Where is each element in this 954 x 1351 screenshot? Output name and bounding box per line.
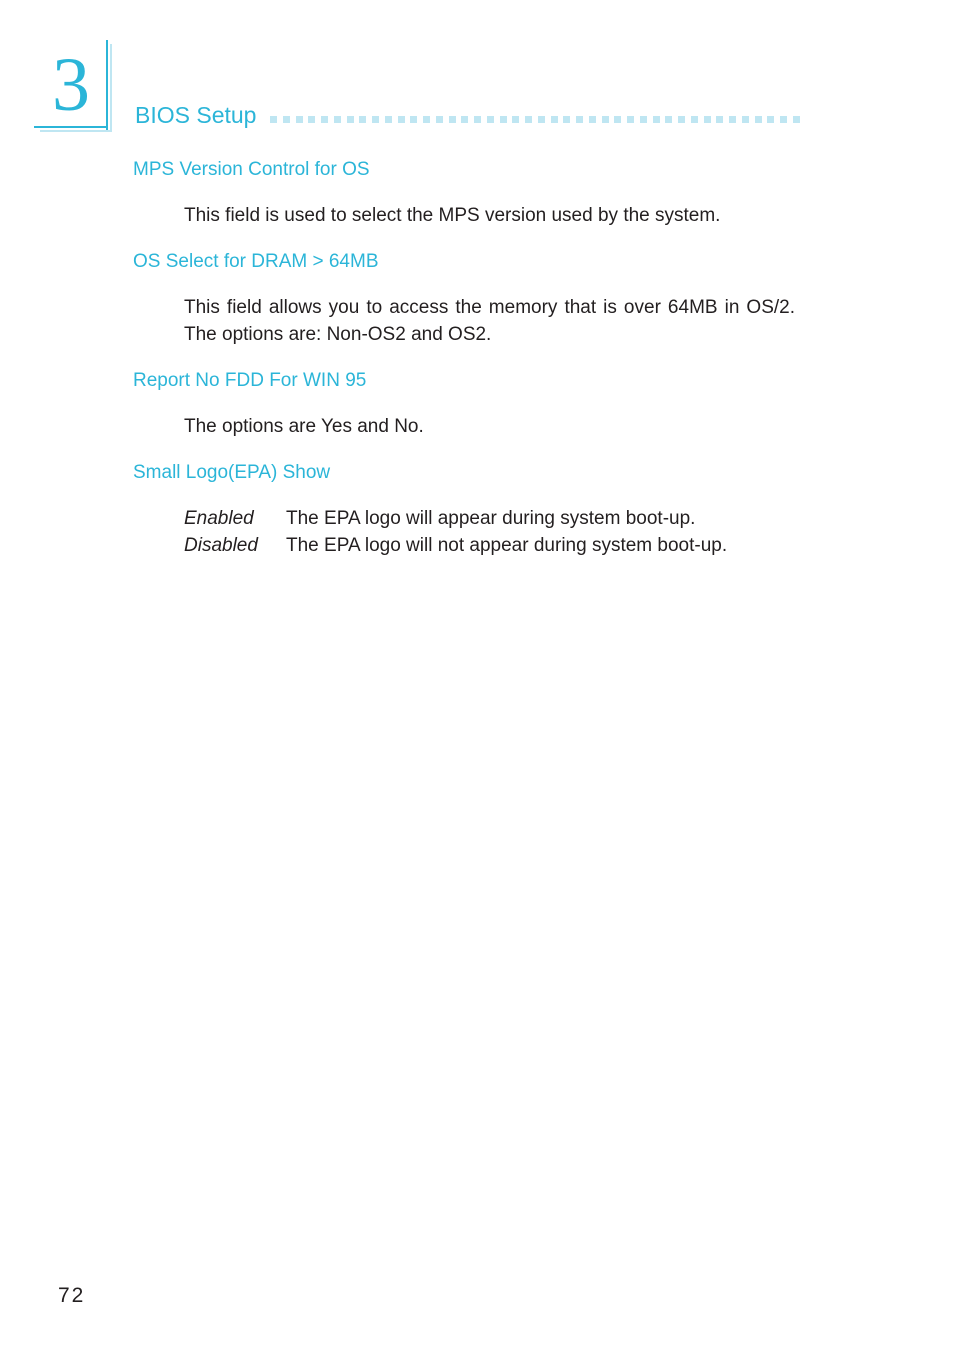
rule-dot: [538, 116, 545, 123]
rule-dot: [500, 116, 507, 123]
rule-dot: [372, 116, 379, 123]
rule-dot: [793, 116, 800, 123]
rule-dot: [334, 116, 341, 123]
rule-dot: [640, 116, 647, 123]
rule-dot: [296, 116, 303, 123]
rule-dot: [755, 116, 762, 123]
rule-dot: [551, 116, 558, 123]
rule-dot: [423, 116, 430, 123]
chapter-title: BIOS Setup: [135, 102, 257, 128]
rule-dot: [742, 116, 749, 123]
rule-dot: [614, 116, 621, 123]
rule-dot: [653, 116, 660, 123]
chapter-frame-line: [106, 40, 108, 130]
rule-dot: [729, 116, 736, 123]
rule-dot: [321, 116, 328, 123]
option-desc-enabled: The EPA logo will appear during system boot-up.: [286, 508, 696, 529]
section-heading-report-no-fdd: Report No FDD For WIN 95: [133, 370, 367, 391]
rule-dot: [461, 116, 468, 123]
section-body-os-select-dram: This field allows you to access the memory that is over 64MB in OS/2. The options are: Non-OS2 and OS2.: [184, 297, 795, 345]
rule-dot: [767, 116, 774, 123]
rule-dot: [512, 116, 519, 123]
page-number: 72: [58, 1284, 86, 1307]
section-body-report-no-fdd: The options are Yes and No.: [184, 416, 424, 437]
rule-dot: [410, 116, 417, 123]
rule-dot: [716, 116, 723, 123]
option-desc-disabled: The EPA logo will not appear during system boot-up.: [286, 535, 728, 556]
section-heading-mps-version: MPS Version Control for OS: [133, 159, 370, 180]
rule-dot: [398, 116, 405, 123]
rule-dot: [308, 116, 315, 123]
rule-dot: [449, 116, 456, 123]
rule-dot: [283, 116, 290, 123]
chapter-number: 3: [52, 43, 90, 127]
rule-dot: [704, 116, 711, 123]
rule-dot: [270, 116, 277, 123]
rule-dot: [780, 116, 787, 123]
rule-dot: [627, 116, 634, 123]
chapter-frame-shadow: [110, 44, 112, 132]
section-heading-os-select-dram: OS Select for DRAM > 64MB: [133, 251, 379, 272]
rule-dot: [678, 116, 685, 123]
rule-dot: [525, 116, 532, 123]
rule-dot: [691, 116, 698, 123]
rule-dot: [359, 116, 366, 123]
rule-dot: [474, 116, 481, 123]
rule-dot: [347, 116, 354, 123]
header-dotted-rule: [270, 116, 800, 124]
rule-dot: [589, 116, 596, 123]
rule-dot: [576, 116, 583, 123]
rule-dot: [436, 116, 443, 123]
rule-dot: [385, 116, 392, 123]
option-term-enabled: Enabled: [184, 508, 254, 529]
option-term-disabled: Disabled: [184, 535, 258, 556]
rule-dot: [665, 116, 672, 123]
section-body-mps-version: This field is used to select the MPS version used by the system.: [184, 205, 721, 226]
rule-dot: [602, 116, 609, 123]
section-heading-small-logo: Small Logo(EPA) Show: [133, 462, 331, 483]
rule-dot: [487, 116, 494, 123]
chapter-frame-shadow: [40, 130, 112, 132]
rule-dot: [563, 116, 570, 123]
